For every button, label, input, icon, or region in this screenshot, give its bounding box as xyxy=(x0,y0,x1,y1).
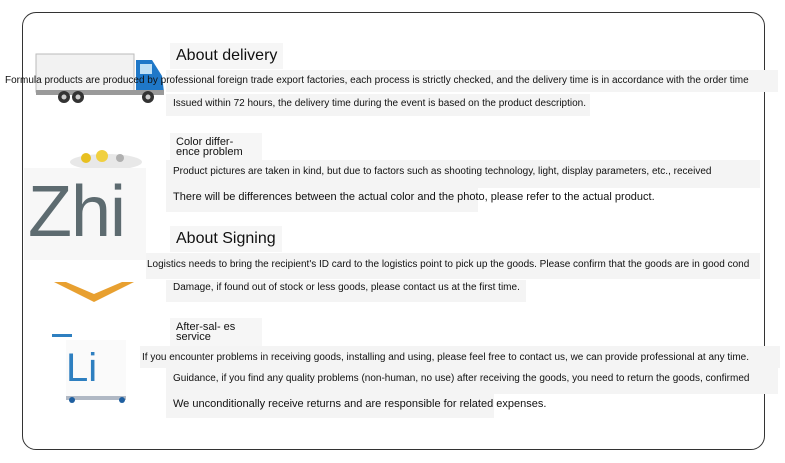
li-watermark: Li xyxy=(66,340,126,396)
section-text: Logistics needs to bring the recipient's ID card to the logistics point to pick up the goods. Please confirm that the goods are in good cond xyxy=(147,259,750,270)
after-sales-service-icon xyxy=(52,332,132,404)
signing-box-icon xyxy=(52,280,136,304)
section-text: Damage, if found out of stock or less goods, please contact us at the first time. xyxy=(173,282,520,293)
section-text: Product pictures are taken in kind, but due to factors such as shooting technology, light, display parameters, etc., received xyxy=(173,166,712,177)
section-heading-after-sales: After-sal- es service xyxy=(170,318,262,346)
section-text: We unconditionally receive returns and are responsible for related expenses. xyxy=(173,398,547,410)
section-heading-signing: About Signing xyxy=(170,226,282,252)
zhi-watermark: Zhi xyxy=(24,168,146,260)
section-text: If you encounter problems in receiving goods, installing and using, please feel free to contact us, we can provide professional at any time. xyxy=(142,352,750,363)
section-heading-delivery: About delivery xyxy=(170,43,283,69)
section-text: Guidance, if you find any quality problems (non-human, no use) after receiving the goods, you need to return the goods, confirmed xyxy=(173,373,750,384)
section-text: Formula products are produced by professional foreign trade export factories, each process is strictly checked, and the delivery time is in accordance with the order time xyxy=(5,75,749,86)
section-heading-color: Color differ- ence problem xyxy=(170,133,262,161)
section-text: Issued within 72 hours, the delivery time during the event is based on the product description. xyxy=(173,98,587,109)
section-text: There will be differences between the actual color and the photo, please refer to the actual product. xyxy=(173,191,655,203)
